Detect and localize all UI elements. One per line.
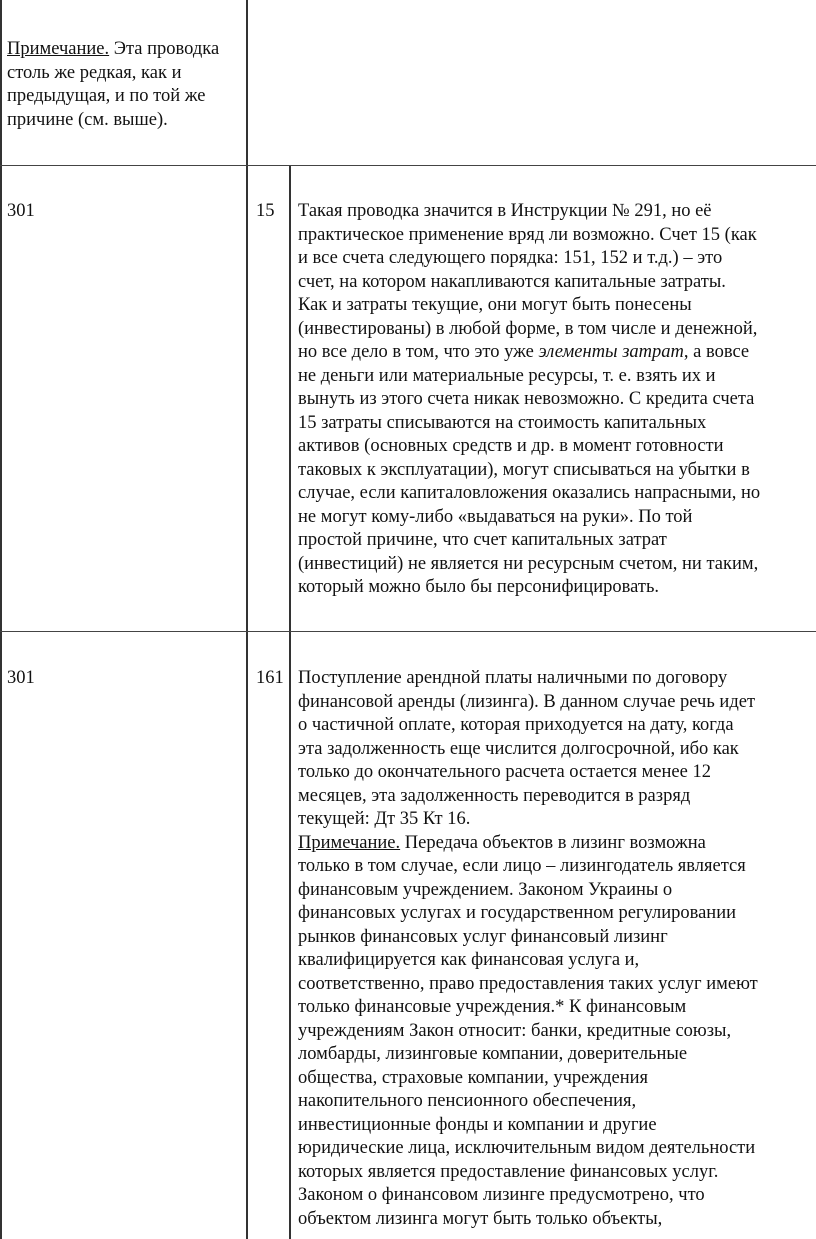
line-text: ломбарды, лизинговые компании, доверительные bbox=[298, 1044, 688, 1064]
line-text: Как и затраты текущие, они могут быть понесены bbox=[298, 295, 692, 315]
line-text: активов (основных средств и др. в момент готовности bbox=[298, 436, 724, 456]
text-line bbox=[298, 388, 814, 412]
line-text: но все дело в том, что это уже bbox=[298, 342, 539, 362]
line-text: рынков финансовых услуг финансовый лизинг bbox=[298, 926, 668, 947]
text-line bbox=[298, 553, 814, 577]
line-text: эта задолженность еще числится долгосрочной, ибо как bbox=[298, 738, 739, 759]
line-text: (инвестированы) в любой форме, в том числе и денежной, bbox=[298, 318, 758, 339]
line-text: 15 затраты списываются на стоимость капитальных bbox=[298, 412, 707, 433]
text-line bbox=[298, 247, 814, 271]
line-text: которых является предоставление финансовых услуг. bbox=[298, 1161, 719, 1182]
text-line bbox=[298, 691, 814, 715]
row1-credit-account: 15 bbox=[256, 201, 275, 221]
line-text: финансовых услугах и государственном регулировании bbox=[298, 903, 736, 923]
text-line bbox=[298, 926, 814, 950]
line-text: соответственно, право предоставления таких услуг имеют bbox=[298, 973, 758, 994]
text-line bbox=[298, 271, 814, 295]
line-text: Передача объектов в лизинг возможна bbox=[400, 832, 706, 853]
text-line bbox=[298, 1137, 814, 1161]
line-text: общества, страховые компании, учреждения bbox=[298, 1067, 649, 1088]
line-text: простой причине, что счет капитальных затрат bbox=[298, 530, 667, 550]
line-text: о частичной оплате, которая приходуется на дату, когда bbox=[298, 715, 734, 735]
row-divider-2 bbox=[0, 631, 816, 632]
text-line bbox=[298, 832, 814, 856]
row1-debit-account: 301 bbox=[7, 201, 35, 221]
text-line bbox=[298, 879, 814, 903]
line-text: случае, если капиталовложения оказались напрасными, но bbox=[298, 483, 761, 503]
text-line bbox=[298, 1208, 814, 1232]
text-line bbox=[298, 902, 814, 926]
text-line bbox=[298, 459, 814, 483]
text-line bbox=[298, 482, 814, 506]
row1-description bbox=[298, 200, 814, 600]
note-line-4: причине (см. выше). bbox=[7, 109, 168, 130]
line-text: не деньги или материальные ресурсы, т. е. взять их и bbox=[298, 365, 716, 386]
row2-description bbox=[298, 667, 814, 1231]
line-text: квалифицируется как финансовая услуга и, bbox=[298, 950, 640, 970]
line-text: только финансовые учреждения.* К финансовым bbox=[298, 997, 687, 1017]
line-text: Законом о финансовом лизинге предусмотрено, что bbox=[298, 1185, 705, 1205]
line-text: вынуть из этого счета никак невозможно. С кредита счета bbox=[298, 389, 755, 409]
line-text: Поступление арендной платы наличными по договору bbox=[298, 668, 728, 688]
text-line bbox=[298, 529, 814, 553]
line-text: , а вовсе bbox=[683, 342, 750, 362]
text-line bbox=[298, 949, 814, 973]
text-line bbox=[298, 1067, 814, 1091]
line-text: объектом лизинга могут быть только объекты, bbox=[298, 1208, 663, 1229]
text-line bbox=[298, 1184, 814, 1208]
line-text: инвестиционные фонды и компании и другие bbox=[298, 1114, 657, 1135]
line-text: счет, на котором накапливаются капитальные затраты. bbox=[298, 271, 726, 292]
note-label: Примечание. bbox=[298, 832, 401, 853]
row2-credit-account: 161 bbox=[256, 668, 284, 688]
text-line bbox=[298, 1020, 814, 1044]
line-text: Такая проводка значится в Инструкции № 291, но её bbox=[298, 201, 712, 221]
emphasized-term: элементы затрат bbox=[538, 342, 684, 362]
text-line bbox=[298, 714, 814, 738]
line-text: финансовым учреждением. Законом Украины о bbox=[298, 879, 673, 900]
row2-debit-account: 301 bbox=[7, 668, 35, 688]
text-line bbox=[298, 224, 814, 248]
text-line bbox=[298, 435, 814, 459]
column-divider-1 bbox=[246, 0, 248, 1239]
note-label: Примечание. bbox=[7, 39, 110, 59]
text-line bbox=[298, 412, 814, 436]
line-text: который можно было бы персонифицировать. bbox=[298, 577, 660, 597]
line-text: месяцев, эта задолженность переводится в разряд bbox=[298, 785, 691, 806]
text-line bbox=[298, 973, 814, 997]
text-line bbox=[298, 1090, 814, 1114]
text-line bbox=[298, 1161, 814, 1185]
row-divider-1 bbox=[0, 165, 816, 166]
line-text: учреждениям Закон относит: банки, кредитные союзы, bbox=[298, 1020, 732, 1041]
line-text: юридические лица, исключительным видом деятельности bbox=[298, 1138, 756, 1158]
text-line bbox=[298, 738, 814, 762]
line-text: финансовой аренды (лизинга). В данном случае речь идет bbox=[298, 691, 756, 712]
text-line bbox=[298, 1043, 814, 1067]
text-line bbox=[298, 761, 814, 785]
text-line bbox=[298, 667, 814, 691]
text-line bbox=[298, 996, 814, 1020]
text-line bbox=[298, 785, 814, 809]
text-line bbox=[298, 341, 814, 365]
note-cell bbox=[7, 38, 243, 132]
note-line-1: Примечание. Эта проводка bbox=[7, 39, 220, 59]
text-line bbox=[298, 318, 814, 342]
text-line bbox=[298, 506, 814, 530]
text-line bbox=[298, 294, 814, 318]
line-text: не могут кому-либо «выдаваться на руки». По той bbox=[298, 506, 693, 527]
text-line bbox=[298, 576, 814, 600]
note-line-2: столь же редкая, как и bbox=[7, 62, 182, 83]
table-border-left bbox=[0, 0, 2, 1239]
text-line bbox=[298, 200, 814, 224]
text-line bbox=[298, 365, 814, 389]
line-text: и все счета следующего порядка: 151, 152 и т.д.) – это bbox=[298, 248, 723, 268]
line-text: (инвестиций) не является ни ресурсным счетом, ни таким, bbox=[298, 553, 759, 574]
line-text: таковых к эксплуатации), могут списываться на убытки в bbox=[298, 459, 750, 480]
text-line bbox=[298, 808, 814, 832]
text-line bbox=[298, 1114, 814, 1138]
text-line bbox=[298, 855, 814, 879]
line-text: практическое применение вряд ли возможно. Счет 15 (как bbox=[298, 224, 757, 245]
line-text: только до окончательного расчета остается менее 12 bbox=[298, 762, 711, 782]
line-text: только в том случае, если лицо – лизингодатель является bbox=[298, 856, 746, 876]
note-line-3: предыдущая, и по той же bbox=[7, 86, 206, 106]
line-text: накопительного пенсионного обеспечения, bbox=[298, 1091, 637, 1111]
line-text: текущей: Дт 35 Кт 16. bbox=[298, 809, 471, 829]
column-divider-2 bbox=[289, 165, 291, 1239]
